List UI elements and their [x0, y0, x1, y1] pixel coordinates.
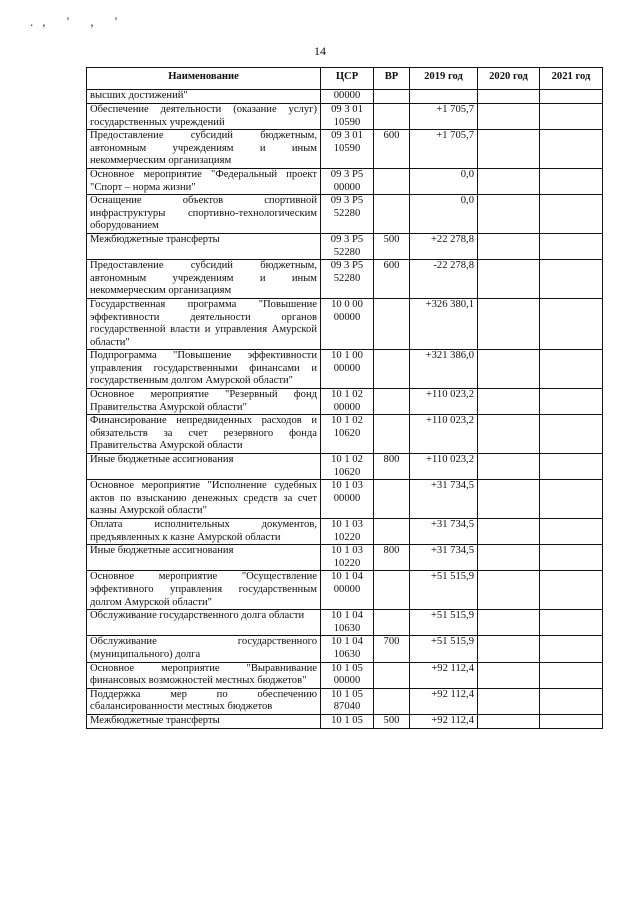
cell-2020: [478, 195, 540, 234]
cell-2021: [540, 168, 603, 194]
cell-2021: [540, 260, 603, 299]
table-row: [87, 662, 603, 688]
cell-vr: [374, 168, 410, 194]
csr-part-2: 10590: [333, 142, 361, 154]
cell-2020: [478, 350, 540, 389]
csr-part-2: 52280: [333, 272, 361, 284]
cell-vr: 800: [374, 545, 410, 571]
csr-part-1: 09 3 P5: [330, 233, 364, 245]
cell-2019: +1 705,7: [410, 130, 478, 169]
cell-vr: [374, 415, 410, 454]
cell-2020: [478, 454, 540, 480]
cell-2020: [478, 415, 540, 454]
cell-name: Основное мероприятие "Исполнение судебных актов по взысканию денежных средств за счет казны Амурской области": [87, 480, 321, 519]
csr-part-2: 10630: [333, 648, 361, 660]
cell-csr: [321, 610, 374, 636]
cell-2021: [540, 519, 603, 545]
cell-vr: 600: [374, 130, 410, 169]
table-row: [87, 415, 603, 454]
csr-part-2: 10220: [333, 557, 361, 569]
table-row: [87, 90, 603, 104]
table-row: [87, 571, 603, 610]
csr-part-1: 10 1 03: [331, 480, 363, 492]
csr-part-2: 00000: [333, 401, 361, 413]
cell-2019: +31 734,5: [410, 519, 478, 545]
cell-2019: -22 278,8: [410, 260, 478, 299]
cell-csr: [321, 415, 374, 454]
cell-2019: +326 380,1: [410, 298, 478, 349]
table-row: [87, 298, 603, 349]
csr-part-1: 10 1 03: [331, 519, 363, 530]
cell-name: Подпрограмма "Повышение эффективности управления государственными финансами и государственным долгом Амурской области": [87, 350, 321, 389]
cell-csr: [321, 545, 374, 571]
cell-name: Финансирование непредвиденных расходов и обязательств за счет резервного фонда Правительства Амурской области: [87, 415, 321, 454]
cell-name: Обеспечение деятельности (оказание услуг) государственных учреждений: [87, 104, 321, 130]
cell-name: высших достижений": [87, 90, 321, 104]
cell-2020: [478, 389, 540, 415]
header-2019: 2019 год: [410, 68, 478, 90]
csr-part-2: 00000: [333, 362, 361, 374]
csr-part-2: 10620: [333, 427, 361, 439]
cell-2020: [478, 688, 540, 714]
cell-vr: [374, 519, 410, 545]
cell-vr: [374, 298, 410, 349]
table-row: [87, 195, 603, 234]
table-row: [87, 636, 603, 662]
csr-part-2: 10620: [333, 466, 361, 478]
cell-2020: [478, 168, 540, 194]
cell-2019: +110 023,2: [410, 415, 478, 454]
csr-part-1: 10 1 04: [331, 571, 363, 583]
cell-2021: [540, 545, 603, 571]
csr-part-1: 09 3 01: [331, 104, 363, 115]
cell-2020: [478, 260, 540, 299]
cell-2019: +321 386,0: [410, 350, 478, 389]
table-header: [87, 68, 603, 90]
cell-2019: +51 515,9: [410, 636, 478, 662]
cell-2021: [540, 195, 603, 234]
csr-part-1: 00000: [333, 90, 361, 101]
cell-2019: 0,0: [410, 195, 478, 234]
cell-2020: [478, 545, 540, 571]
cell-name: Основное мероприятие "Выравнивание финансовых возможностей местных бюджетов": [87, 662, 321, 688]
cell-vr: 700: [374, 636, 410, 662]
cell-2019: [410, 90, 478, 104]
csr-part-2: 52280: [333, 246, 361, 258]
csr-part-1: 10 1 05: [331, 662, 363, 674]
csr-part-2: 00000: [333, 181, 361, 193]
cell-2021: [540, 454, 603, 480]
cell-csr: [321, 90, 374, 104]
cell-csr: [321, 350, 374, 389]
csr-part-2: 00000: [333, 311, 361, 323]
budget-table: [86, 67, 603, 729]
cell-2021: [540, 571, 603, 610]
cell-2020: [478, 233, 540, 259]
cell-2021: [540, 389, 603, 415]
cell-csr: [321, 688, 374, 714]
csr-part-1: 09 3 P5: [330, 195, 364, 207]
csr-part-2: 10630: [333, 622, 361, 634]
csr-part-1: 09 3 01: [331, 130, 363, 142]
cell-name: Межбюджетные трансферты: [87, 233, 321, 259]
cell-2021: [540, 662, 603, 688]
cell-csr: [321, 480, 374, 519]
cell-vr: 500: [374, 714, 410, 728]
cell-vr: [374, 104, 410, 130]
table-row: [87, 545, 603, 571]
table-row: [87, 233, 603, 259]
cell-csr: [321, 454, 374, 480]
csr-part-1: 10 1 02: [331, 389, 363, 401]
cell-vr: [374, 571, 410, 610]
table-row: [87, 454, 603, 480]
cell-vr: [374, 389, 410, 415]
csr-part-2: 00000: [333, 675, 361, 687]
cell-2021: [540, 610, 603, 636]
csr-part-1: 10 1 00: [331, 350, 363, 362]
cell-csr: [321, 195, 374, 234]
cell-2021: [540, 688, 603, 714]
csr-part-2: 00000: [333, 583, 361, 595]
cell-2020: [478, 610, 540, 636]
cell-csr: [321, 298, 374, 349]
cell-2021: [540, 415, 603, 454]
cell-name: Обслуживание государственного (муниципального) долга: [87, 636, 321, 662]
cell-name: Оплата исполнительных документов, предъявленных к казне Амурской области: [87, 519, 321, 545]
table-row: [87, 260, 603, 299]
cell-2020: [478, 714, 540, 728]
cell-csr: [321, 168, 374, 194]
cell-vr: [374, 480, 410, 519]
cell-2021: [540, 130, 603, 169]
cell-name: Межбюджетные трансферты: [87, 714, 321, 728]
header-name: Наименование: [87, 68, 321, 90]
cell-2020: [478, 480, 540, 519]
csr-part-2: 52280: [333, 207, 361, 219]
header-vr: ВР: [374, 68, 410, 90]
cell-name: Предоставление субсидий бюджетным, автономным учреждениям и иным некоммерческим организациям: [87, 130, 321, 169]
cell-2021: [540, 350, 603, 389]
header-csr: ЦСР: [321, 68, 374, 90]
cell-2019: 0,0: [410, 168, 478, 194]
cell-vr: [374, 610, 410, 636]
table-row: [87, 104, 603, 130]
cell-vr: 500: [374, 233, 410, 259]
cell-csr: [321, 260, 374, 299]
cell-2019: +110 023,2: [410, 454, 478, 480]
cell-csr: [321, 389, 374, 415]
csr-part-1: 10 1 05: [331, 714, 363, 726]
csr-part-1: 09 3 P5: [330, 168, 364, 180]
csr-part-2: 10220: [333, 531, 361, 543]
cell-name: Государственная программа "Повышение эффективности деятельности органов государственной власти и управления Амурской области": [87, 298, 321, 349]
cell-csr: [321, 714, 374, 728]
cell-csr: [321, 571, 374, 610]
table-row: [87, 168, 603, 194]
cell-vr: [374, 90, 410, 104]
table-row: [87, 714, 603, 728]
csr-part-2: 10590: [333, 116, 361, 128]
table-row: [87, 480, 603, 519]
csr-part-1: 10 1 02: [331, 415, 363, 427]
cell-csr: [321, 519, 374, 545]
table-body: [87, 90, 603, 729]
cell-2021: [540, 298, 603, 349]
cell-vr: 600: [374, 260, 410, 299]
table-row: [87, 610, 603, 636]
cell-2019: +51 515,9: [410, 571, 478, 610]
cell-csr: [321, 233, 374, 259]
cell-2019: +51 515,9: [410, 610, 478, 636]
cell-name: Иные бюджетные ассигнования: [87, 545, 321, 571]
cell-2019: +1 705,7: [410, 104, 478, 130]
table-row: [87, 130, 603, 169]
cell-vr: [374, 662, 410, 688]
cell-name: Обслуживание государственного долга области: [87, 610, 321, 636]
cell-2019: +92 112,4: [410, 688, 478, 714]
cell-name: Основное мероприятие "Федеральный проект "Спорт – норма жизни": [87, 168, 321, 194]
csr-part-2: 00000: [333, 492, 361, 504]
cell-2020: [478, 90, 540, 104]
cell-2021: [540, 480, 603, 519]
cell-vr: [374, 350, 410, 389]
scan-marks: ., ' , ': [30, 14, 127, 29]
cell-2020: [478, 104, 540, 130]
csr-part-1: 09 3 P5: [330, 260, 364, 272]
cell-vr: [374, 688, 410, 714]
cell-2019: +110 023,2: [410, 389, 478, 415]
cell-name: Оснащение объектов спортивной инфраструктуры спортивно-технологическим оборудованием: [87, 195, 321, 234]
cell-2019: +92 112,4: [410, 714, 478, 728]
header-2020: 2020 год: [478, 68, 540, 90]
csr-part-1: 10 0 00: [331, 298, 363, 310]
cell-2019: +31 734,5: [410, 480, 478, 519]
cell-2020: [478, 130, 540, 169]
cell-name: Иные бюджетные ассигнования: [87, 454, 321, 480]
csr-part-2: 87040: [333, 701, 361, 713]
cell-csr: [321, 636, 374, 662]
cell-name: Предоставление субсидий бюджетным, автономным учреждениям и иным некоммерческим организациям: [87, 260, 321, 299]
page-number: 14: [314, 44, 326, 58]
cell-csr: [321, 662, 374, 688]
cell-2020: [478, 298, 540, 349]
csr-part-1: 10 1 04: [331, 636, 363, 648]
csr-part-1: 10 1 04: [331, 610, 363, 622]
cell-vr: 800: [374, 454, 410, 480]
cell-name: Основное мероприятие "Осуществление эффективного управления государственным долгом Амурской области": [87, 571, 321, 610]
cell-2019: +31 734,5: [410, 545, 478, 571]
table-row: [87, 519, 603, 545]
cell-2021: [540, 233, 603, 259]
table-row: [87, 688, 603, 714]
csr-part-1: 10 1 03: [331, 545, 363, 557]
cell-2020: [478, 571, 540, 610]
cell-2021: [540, 636, 603, 662]
csr-part-1: 10 1 05: [331, 688, 363, 700]
table-row: [87, 350, 603, 389]
csr-part-1: 10 1 02: [331, 454, 363, 466]
cell-vr: [374, 195, 410, 234]
cell-csr: [321, 104, 374, 130]
header-2021: 2021 год: [540, 68, 603, 90]
cell-2019: +92 112,4: [410, 662, 478, 688]
cell-2021: [540, 90, 603, 104]
cell-2021: [540, 104, 603, 130]
cell-csr: [321, 130, 374, 169]
cell-2021: [540, 714, 603, 728]
table-row: [87, 389, 603, 415]
cell-name: Поддержка мер по обеспечению сбалансированности местных бюджетов: [87, 688, 321, 714]
cell-2020: [478, 636, 540, 662]
cell-2020: [478, 519, 540, 545]
cell-name: Основное мероприятие "Резервный фонд Правительства Амурской области": [87, 389, 321, 415]
cell-2019: +22 278,8: [410, 233, 478, 259]
cell-2020: [478, 662, 540, 688]
